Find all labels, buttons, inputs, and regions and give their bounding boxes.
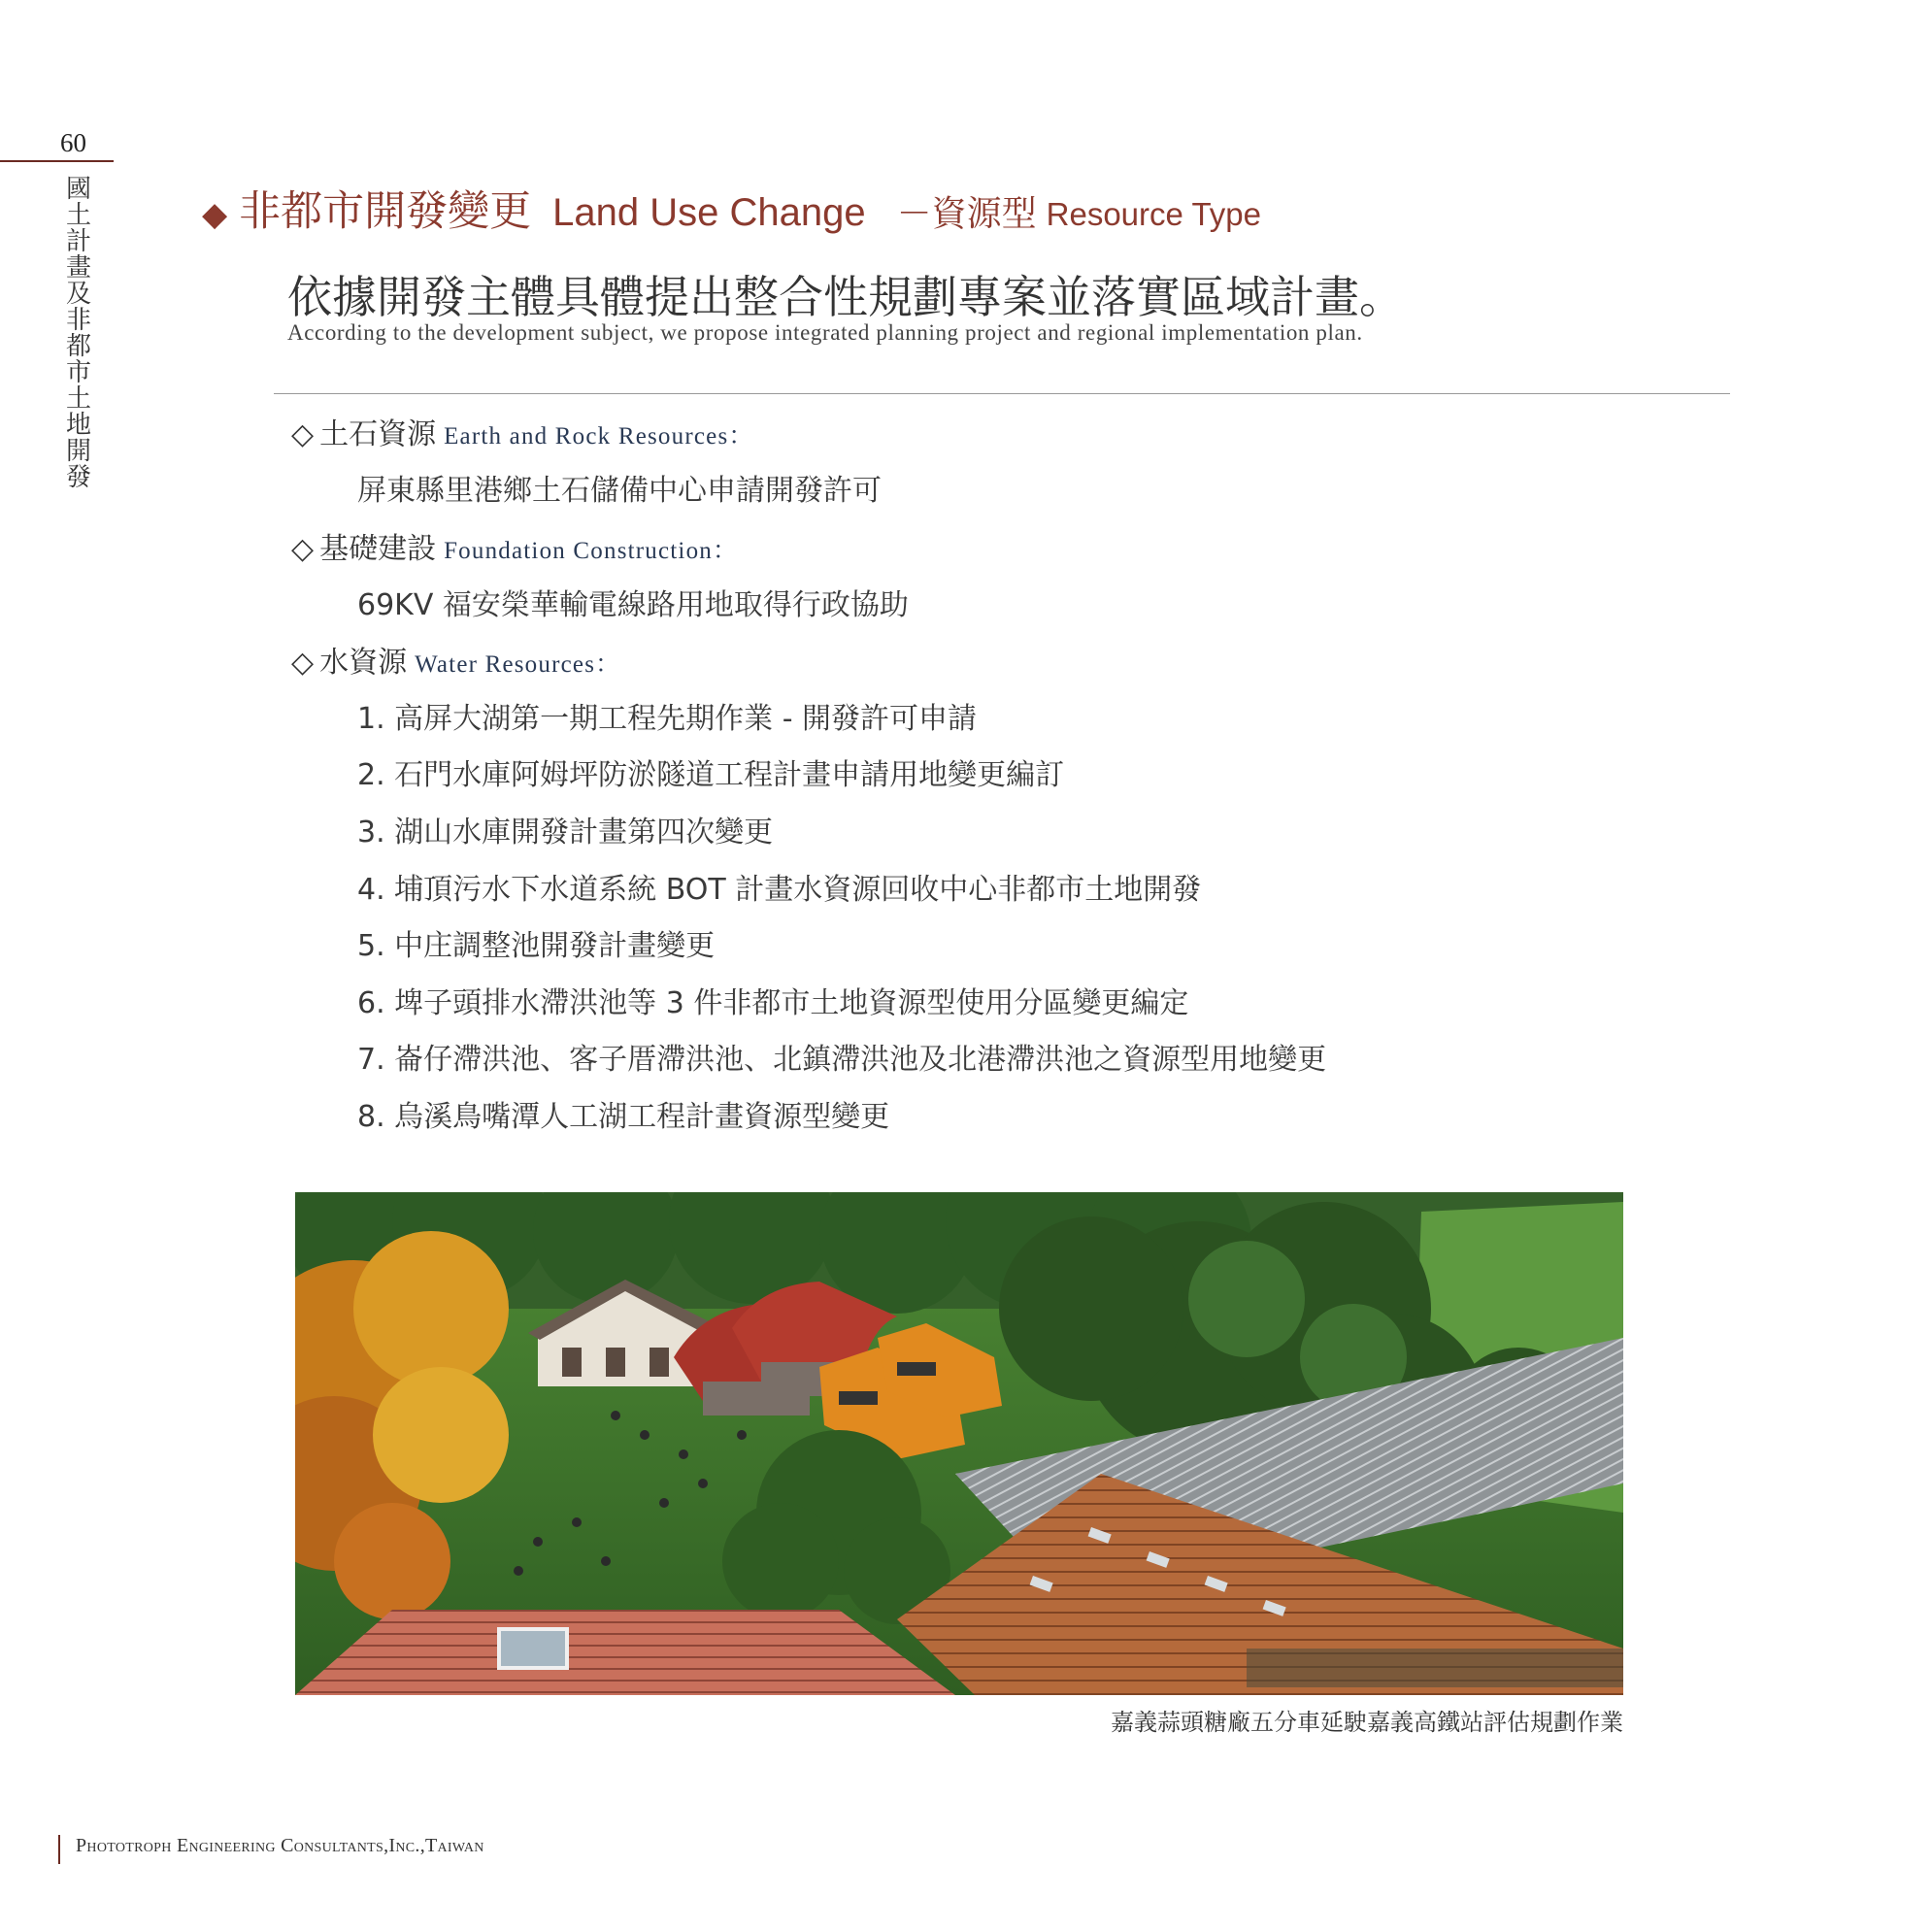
divider bbox=[274, 393, 1730, 394]
section-foundation bbox=[291, 524, 738, 567]
photo-caption: 嘉義蒜頭糖廠五分車延駛嘉義高鐵站評估規劃作業 bbox=[1111, 1709, 1623, 1736]
list-item: 6. 埤子頭排水滯洪池等 3 件非都市土地資源型使用分區變更編定 bbox=[357, 986, 1189, 1020]
hollow-diamond-icon: ◇ bbox=[291, 646, 315, 680]
vertical-chapter-title: 國土計畫及非都市土地開發 bbox=[65, 175, 91, 492]
hollow-diamond-icon: ◇ bbox=[291, 417, 315, 451]
section-earth-rock bbox=[291, 410, 754, 452]
section-title-zh: 基礎建設 bbox=[319, 532, 437, 566]
page-number: 60 bbox=[60, 128, 86, 157]
heading-zh: 非都市開發變更 bbox=[239, 187, 532, 236]
list-item: 5. 中庄調整池開發計畫變更 bbox=[357, 929, 716, 963]
page-number-rule bbox=[0, 160, 114, 162]
list-item: 3. 湖山水庫開發計畫第四次變更 bbox=[357, 816, 774, 849]
rendering-illustration bbox=[295, 1192, 1623, 1695]
list-item: 7. 崙仔滯洪池、客子厝滯洪池、北鎮滯洪池及北港滯洪池之資源型用地變更 bbox=[357, 1043, 1327, 1077]
heading-sub-zh: －資源型 bbox=[896, 194, 1037, 234]
heading-diamond-icon: ◆ bbox=[202, 195, 228, 234]
list-item: 8. 烏溪鳥嘴潭人工湖工程計畫資源型變更 bbox=[357, 1100, 890, 1134]
list-item: 69KV 福安榮華輸電線路用地取得行政協助 bbox=[357, 588, 909, 622]
footer-company-name: Phototroph Engineering Consultants,Inc.,Taiwan bbox=[76, 1835, 484, 1856]
list-item: 屏東縣里港鄉土石儲備中心申請開發許可 bbox=[357, 474, 882, 508]
heading-sub-en: Resource Type bbox=[1046, 196, 1261, 232]
section-title-zh: 水資源 bbox=[319, 646, 408, 680]
list-item: 2. 石門水庫阿姆坪防淤隧道工程計畫申請用地變更編訂 bbox=[357, 758, 1065, 792]
project-rendering-image bbox=[295, 1192, 1623, 1695]
hollow-diamond-icon: ◇ bbox=[291, 532, 315, 566]
section-title-en: Foundation Construction： bbox=[444, 538, 739, 564]
section-title-en: Earth and Rock Resources： bbox=[444, 423, 754, 450]
section-title-en: Water Resources： bbox=[415, 651, 621, 678]
section-heading bbox=[202, 179, 1261, 238]
list-item: 1. 高屏大湖第一期工程先期作業 - 開發許可申請 bbox=[357, 702, 978, 736]
heading-en: Land Use Change bbox=[552, 191, 866, 234]
list-item: 4. 埔頂污水下水道系統 BOT 計畫水資源回收中心非都市土地開發 bbox=[357, 873, 1202, 907]
section-water bbox=[291, 638, 620, 681]
subtitle-zh: 依據開發主體具體提出整合性規劃專案並落實區域計畫。 bbox=[287, 271, 1404, 323]
section-title-zh: 土石資源 bbox=[319, 417, 437, 451]
footer-rule bbox=[58, 1835, 60, 1864]
subtitle-en: According to the development subject, we propose integrated planning project and regional implementation plan. bbox=[287, 320, 1363, 345]
